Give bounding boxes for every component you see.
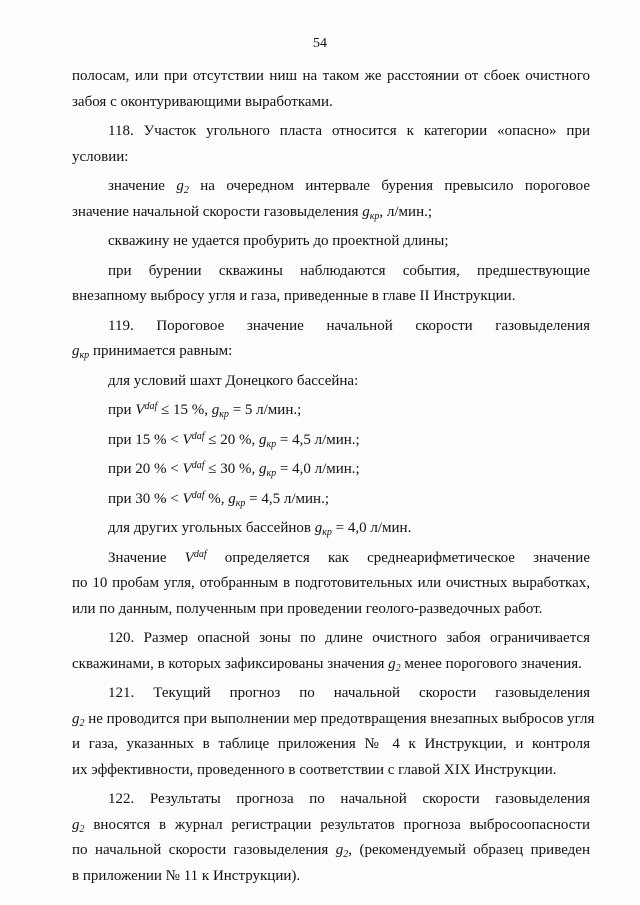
text: ≤ 30 %, <box>204 461 259 477</box>
text-line <box>72 597 590 623</box>
text-line <box>72 229 590 255</box>
paragraph-122 <box>72 787 590 813</box>
text: для условий шахт Донецкого бассейна: <box>108 372 359 389</box>
text: или по данным, полученным при проведении геолого-разведочных работ. <box>72 600 543 617</box>
text: ≤ 15 %, <box>157 402 212 418</box>
text: не проводится при выполнении мер предотвращения внезапных выбросов угля <box>84 710 595 727</box>
text: на очередном интервале бурения превысило пороговое <box>188 178 590 194</box>
text-line <box>72 813 590 839</box>
text: при 15 % < <box>108 431 183 448</box>
formula-gkr: $g_{кр}$ <box>258 431 277 450</box>
formula-vdaf: $V^{daf}$ <box>182 489 205 507</box>
text: по начальной скорости газовыделения <box>72 842 336 858</box>
text: значение <box>108 178 177 194</box>
formula-g2: $g_2$ <box>176 178 189 196</box>
text: = 5 л/мин.; <box>228 402 302 418</box>
formula-g2: $g_2$ <box>335 842 349 860</box>
text-line <box>72 707 595 733</box>
formula-gkr: $g_{кр}$ <box>72 343 90 361</box>
page-number: 54 <box>313 36 327 51</box>
text: полосам, или при отсутствии ниш на таком же расстоянии от сбоек очистного <box>72 68 590 84</box>
text: Значение <box>108 549 185 566</box>
text-line <box>72 174 590 200</box>
text: 119. Пороговое значение начальной скорости газовыделения <box>108 317 590 334</box>
paragraph-120 <box>72 626 590 652</box>
text: в приложении № 11 к Инструкции). <box>72 867 301 884</box>
text-line <box>72 758 590 784</box>
text: %, <box>204 490 229 507</box>
text: менее порогового значения. <box>400 655 582 672</box>
text-line <box>72 571 590 597</box>
formula-vdaf: $V^{daf}$ <box>184 548 207 566</box>
text-line <box>72 339 590 365</box>
text: для других угольных бассейнов <box>108 520 315 536</box>
text-line <box>72 732 590 758</box>
text: 122. Результаты прогноза по начальной скорости газовыделения <box>108 791 590 807</box>
text: скважину не удается пробурить до проектной длины; <box>108 233 449 249</box>
text: , л/мин.; <box>379 203 433 220</box>
formula-vdaf: $V^{daf}$ <box>135 401 158 418</box>
text-line <box>72 457 590 483</box>
text: при 20 % < <box>108 461 183 477</box>
text: принимается равным: <box>89 343 233 359</box>
text-line <box>72 864 590 890</box>
paragraph-119 <box>72 314 590 340</box>
text: 121. Текущий прогноз по начальной скорости газовыделения <box>108 685 590 701</box>
text-line <box>72 516 590 542</box>
text: и газа, указанных в таблице приложения № 4 к Инструкции, и контроля <box>72 736 590 752</box>
text: = 4,5 л/мин.; <box>276 431 360 448</box>
text-line <box>72 200 590 226</box>
text: = 4,0 л/мин.; <box>276 461 360 477</box>
formula-gkr: $g_{кр}$ <box>258 461 277 479</box>
text: по 10 пробам угля, отобранным в подготовительных или очистных выработках, <box>72 575 590 591</box>
document-body <box>72 64 595 889</box>
text: скважинами, в которых зафиксированы значения <box>72 655 389 672</box>
formula-g2: $g_2$ <box>72 710 85 729</box>
text-line <box>72 284 590 310</box>
formula-gkr: $g_{кр}$ <box>211 402 229 420</box>
text: при 30 % < <box>108 490 183 507</box>
text-line <box>72 90 590 116</box>
text-line <box>72 428 590 454</box>
text: забоя с оконтуривающими выработками. <box>72 93 333 110</box>
text: ≤ 20 %, <box>204 431 259 448</box>
formula-vdaf: $V^{daf}$ <box>182 430 205 448</box>
text: их эффективности, проведенного в соответствии с главой XIX Инструкции. <box>72 761 557 778</box>
text-line <box>72 652 590 678</box>
formula-gkr: $g_{кр}$ <box>228 490 246 509</box>
text-line <box>72 546 590 572</box>
text: при бурении скважины наблюдаются события, предшествующие <box>108 262 590 279</box>
text-line <box>72 259 590 285</box>
text-line <box>72 838 590 864</box>
paragraph-121 <box>72 681 590 707</box>
text: 120. Размер опасной зоны по длине очистного забоя ограничивается <box>108 630 590 646</box>
formula-g2: $g_2$ <box>72 816 85 835</box>
text-line <box>72 64 590 90</box>
text: вносятся в журнал регистрации результатов прогноза выбросоопасности <box>84 816 590 833</box>
formula-gkr: $g_{кр}$ <box>362 203 380 222</box>
text: определяется как среднеарифметическое значение <box>206 549 590 566</box>
text: = 4,0 л/мин. <box>331 520 412 536</box>
text-line <box>72 369 590 395</box>
formula-gkr: $g_{кр}$ <box>314 520 332 538</box>
text: , (рекомендуемый образец приведен <box>348 842 590 858</box>
text: внезапному выбросу угля и газа, приведенные в главе II Инструкции. <box>72 288 516 304</box>
paragraph-118 <box>72 119 590 145</box>
text: = 4,5 л/мин.; <box>245 490 329 507</box>
formula-g2: $g_2$ <box>388 655 401 674</box>
text: 118. Участок угольного пласта относится к категории «опасно» при <box>108 123 590 139</box>
text: условии: <box>72 148 129 165</box>
text-line <box>72 398 590 424</box>
text-line <box>72 145 590 171</box>
text: при <box>108 402 136 418</box>
formula-vdaf: $V^{daf}$ <box>182 460 205 477</box>
text: значение начальной скорости газовыделения <box>72 203 363 220</box>
text-line <box>72 487 590 513</box>
